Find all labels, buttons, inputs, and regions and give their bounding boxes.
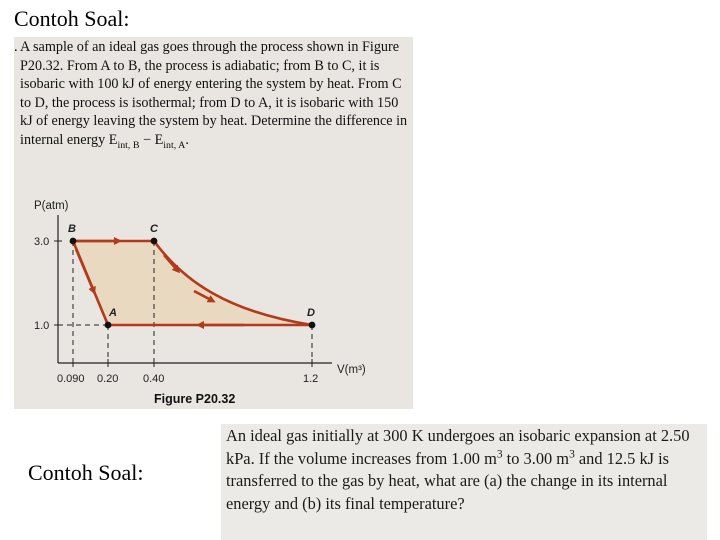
figure-caption: Figure P20.32: [154, 392, 236, 406]
heading-top: Contoh Soal:: [14, 6, 130, 31]
second-text-a: An ideal gas initially at 300 K undergoes an isobaric expansion at 2.50 kPa. If the volume increases from 1.00 m: [226, 426, 690, 468]
cubed-2: 3: [569, 448, 575, 461]
x-tick-020: 0.20: [97, 373, 119, 385]
cubed-1: 3: [496, 448, 503, 461]
point-a: [105, 322, 112, 329]
e-int-a-subscript: int, A: [163, 139, 186, 151]
second-text-b: to 3.00 m: [502, 448, 570, 468]
bullet: .: [14, 39, 18, 55]
second-problem-card: [221, 424, 707, 540]
point-c: [151, 238, 158, 245]
x-tick-12: 1.2: [303, 373, 319, 385]
label-d: D: [307, 307, 315, 319]
point-d: [309, 322, 316, 329]
problem-body: A sample of an ideal gas goes through the process shown in Figure P20.32. From A to B, the process is adiabatic; from B to C, it is isobaric with 100 kJ of energy entering the system by heat. From C to D, the process is isothermal; from D to A, it is isobaric with 150 kJ of energy leaving the system by heat. Determine the difference in internal energy E: [20, 39, 408, 148]
minus-e: − E: [139, 131, 164, 148]
y-tick-3: 3.0: [34, 236, 50, 248]
x-axis-label: V(m³): [337, 364, 366, 376]
e-int-b-subscript: int, B: [117, 139, 140, 151]
label-c: C: [150, 223, 158, 235]
x-tick-0090: 0.090: [57, 373, 85, 385]
x-tick-040: 0.40: [143, 373, 165, 385]
y-tick-1: 1.0: [34, 320, 50, 332]
label-b: B: [68, 223, 76, 235]
pv-diagram: [14, 37, 413, 409]
y-axis-label: P(atm): [34, 200, 69, 212]
second-text-c: and 12.5 kJ is transferred to the gas by heat, what are (a) the change in its internal energy and (b) its final temperature?: [226, 448, 670, 513]
problem-end: .: [185, 131, 189, 148]
point-b: [70, 238, 77, 245]
heading-bottom: Contoh Soal:: [28, 460, 144, 485]
second-problem-text: [226, 425, 704, 515]
problem-card: [14, 37, 413, 409]
label-a: A: [109, 307, 117, 319]
